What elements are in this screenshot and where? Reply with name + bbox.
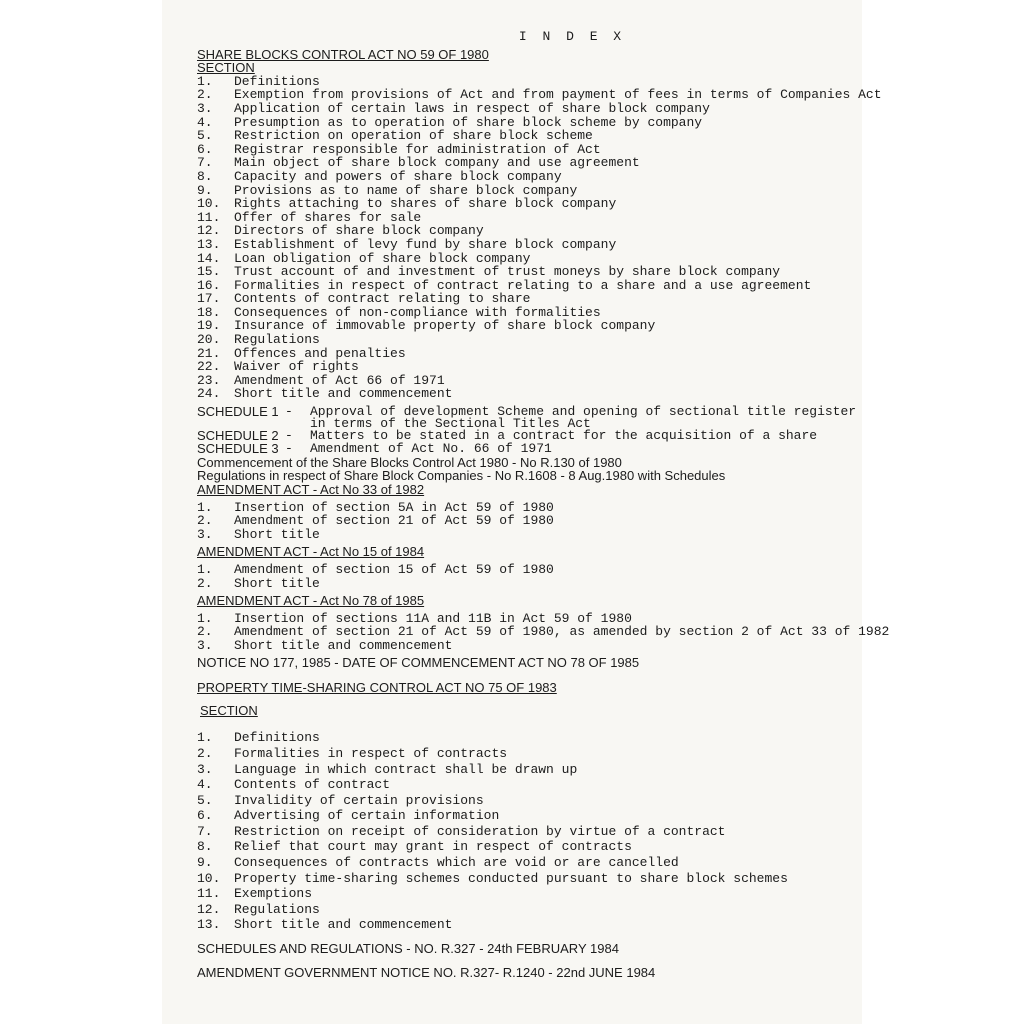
item-title: Exemption from provisions of Act and from payment of fees in terms of Companies Act bbox=[234, 87, 882, 103]
item-number: 14. bbox=[197, 250, 221, 266]
list-item bbox=[197, 306, 857, 320]
item-title: Loan obligation of share block company bbox=[234, 250, 531, 266]
list-item bbox=[197, 211, 857, 225]
item-number: 2. bbox=[197, 513, 213, 529]
item-title: Main object of share block company and use agreement bbox=[234, 155, 640, 171]
item-title: Application of certain laws in respect of share block company bbox=[234, 100, 710, 116]
item-number: 10. bbox=[197, 196, 221, 212]
item-title: Definitions bbox=[234, 73, 320, 89]
list-item bbox=[197, 501, 857, 515]
list-item bbox=[197, 102, 857, 116]
item-title: Short title and commencement bbox=[234, 637, 453, 653]
list-item bbox=[197, 577, 857, 591]
list-item bbox=[197, 238, 857, 252]
item-number: 11. bbox=[197, 209, 221, 225]
item-number: 5. bbox=[197, 792, 213, 808]
item-title: Definitions bbox=[234, 730, 320, 746]
amend2-section-list bbox=[197, 563, 857, 590]
section-label: SECTION bbox=[200, 702, 258, 718]
list-item bbox=[197, 170, 857, 184]
item-title: Language in which contract shall be drawn up bbox=[234, 761, 578, 777]
schedule-row bbox=[197, 429, 857, 443]
item-number: 4. bbox=[197, 114, 213, 130]
item-number: 7. bbox=[197, 155, 213, 171]
index-content bbox=[197, 29, 890, 980]
item-title: Advertising of certain information bbox=[234, 808, 500, 824]
list-item bbox=[197, 224, 857, 238]
item-number: 2. bbox=[197, 87, 213, 103]
item-number: 1. bbox=[197, 610, 213, 626]
commencement-line: Commencement of the Share Blocks Control Act 1980 - No R.130 of 1980 bbox=[197, 454, 622, 470]
item-number: 8. bbox=[197, 168, 213, 184]
list-item bbox=[197, 279, 857, 293]
act-heading-share-blocks: SHARE BLOCKS CONTROL ACT NO 59 OF 1980 bbox=[197, 46, 489, 62]
item-number: 4. bbox=[197, 777, 213, 793]
item-title: Trust account of and investment of trust moneys by share block company bbox=[234, 264, 781, 280]
list-item bbox=[197, 156, 857, 170]
item-number: 12. bbox=[197, 223, 221, 239]
schedule-title: Amendment of Act No. 66 of 1971 bbox=[310, 441, 552, 457]
schedule-label: SCHEDULE 2 bbox=[197, 427, 279, 443]
list-item bbox=[197, 917, 857, 933]
item-title: Consequences of contracts which are void or are cancelled bbox=[234, 855, 679, 871]
regulations-line: Regulations in respect of Share Block Companies - No R.1608 - 8 Aug.1980 with Schedules bbox=[197, 468, 726, 484]
item-title: Insertion of section 5A in Act 59 of 1980 bbox=[234, 499, 554, 515]
list-item bbox=[197, 563, 857, 577]
item-title: Waiver of rights bbox=[234, 359, 359, 375]
item-number: 9. bbox=[197, 182, 213, 198]
item-title: Registrar responsible for administration of Act bbox=[234, 141, 601, 157]
list-item bbox=[197, 184, 857, 198]
list-item bbox=[197, 612, 857, 626]
item-title: Offer of shares for sale bbox=[234, 209, 422, 225]
item-title: Contents of contract relating to share bbox=[234, 291, 531, 307]
item-title: Regulations bbox=[234, 901, 320, 917]
list-item bbox=[197, 143, 857, 157]
item-title: Amendment of section 21 of Act 59 of 1980 bbox=[234, 513, 554, 529]
item-title: Invalidity of certain provisions bbox=[234, 792, 484, 808]
schedule-title: Approval of development Scheme and opening of sectional title register bbox=[310, 404, 857, 420]
item-title: Restriction on receipt of consideration by virtue of a contract bbox=[234, 823, 726, 839]
amendment-heading-1982: AMENDMENT ACT - Act No 33 of 1982 bbox=[197, 482, 425, 497]
schedule-row bbox=[197, 405, 857, 429]
item-number: 6. bbox=[197, 808, 213, 824]
item-number: 2. bbox=[197, 624, 213, 640]
item-title: Establishment of levy fund by share block company bbox=[234, 236, 617, 252]
item-number: 3. bbox=[197, 526, 213, 542]
item-number: 15. bbox=[197, 264, 221, 280]
item-title: Short title and commencement bbox=[234, 917, 453, 933]
act2-section-list bbox=[197, 730, 857, 933]
item-number: 21. bbox=[197, 345, 221, 361]
schedule-label: SCHEDULE 3 bbox=[197, 441, 279, 457]
item-number: 1. bbox=[197, 73, 213, 89]
item-number: 13. bbox=[197, 236, 221, 252]
list-item bbox=[197, 624, 890, 640]
list-item bbox=[197, 347, 857, 361]
item-title: Amendment of section 15 of Act 59 of 1980 bbox=[234, 561, 554, 577]
amendment-heading-1985: AMENDMENT ACT - Act No 78 of 1985 bbox=[197, 593, 425, 609]
item-title: Capacity and powers of share block company bbox=[234, 168, 562, 184]
item-number: 3. bbox=[197, 100, 213, 116]
list-item bbox=[197, 824, 857, 840]
item-number: 2. bbox=[197, 745, 213, 761]
list-item bbox=[197, 116, 857, 130]
item-number: 23. bbox=[197, 372, 221, 388]
schedules-regulations-line: SCHEDULES AND REGULATIONS - NO. R.327 - 24th FEBRUARY 1984 bbox=[197, 941, 619, 957]
list-item bbox=[197, 75, 857, 89]
item-number: 3. bbox=[197, 637, 213, 653]
schedule-dash: - bbox=[285, 441, 293, 457]
list-item bbox=[197, 762, 857, 778]
list-item bbox=[197, 808, 857, 824]
act1-schedules bbox=[197, 405, 857, 456]
item-number: 10. bbox=[197, 870, 221, 886]
item-title: Directors of share block company bbox=[234, 223, 484, 239]
item-title: Short title bbox=[234, 575, 320, 591]
act1-section-list bbox=[197, 73, 882, 402]
amend1-section-list bbox=[197, 501, 857, 542]
item-title: Provisions as to name of share block company bbox=[234, 182, 578, 198]
item-number: 19. bbox=[197, 318, 221, 334]
item-number: 8. bbox=[197, 839, 213, 855]
item-title: Amendment of Act 66 of 1971 bbox=[234, 372, 445, 388]
schedule-title: Matters to be stated in a contract for the acquisition of a share bbox=[310, 427, 818, 443]
list-item bbox=[197, 793, 857, 809]
list-item bbox=[197, 855, 857, 871]
schedule-row bbox=[197, 442, 857, 456]
list-item bbox=[197, 197, 857, 211]
item-title: Insurance of immovable property of share block company bbox=[234, 318, 656, 334]
item-number: 2. bbox=[197, 575, 213, 591]
list-item bbox=[197, 87, 882, 103]
list-item bbox=[197, 292, 857, 306]
list-item bbox=[197, 360, 857, 374]
item-number: 17. bbox=[197, 291, 221, 307]
schedule-title-continued: in terms of the Sectional Titles Act bbox=[310, 415, 591, 431]
item-number: 9. bbox=[197, 855, 213, 871]
list-item bbox=[197, 746, 857, 762]
item-number: 13. bbox=[197, 917, 221, 933]
list-item bbox=[197, 777, 857, 793]
item-title: Formalities in respect of contract relating to a share and a use agreement bbox=[234, 277, 812, 293]
section-label: SECTION bbox=[197, 60, 255, 76]
schedule-dash: - bbox=[285, 427, 293, 443]
list-item bbox=[197, 886, 857, 902]
item-number: 6. bbox=[197, 141, 213, 157]
item-title: Amendment of section 21 of Act 59 of 1980, as amended by section 2 of Act 33 of 1982 bbox=[234, 624, 890, 640]
item-title: Restriction on operation of share block scheme bbox=[234, 128, 593, 144]
list-item bbox=[197, 839, 857, 855]
list-item bbox=[197, 871, 857, 887]
item-number: 18. bbox=[197, 304, 221, 320]
item-number: 12. bbox=[197, 901, 221, 917]
item-title: Contents of contract bbox=[234, 777, 391, 793]
item-title: Formalities in respect of contracts bbox=[234, 745, 508, 761]
item-title: Offences and penalties bbox=[234, 345, 406, 361]
item-number: 24. bbox=[197, 386, 221, 402]
item-title: Exemptions bbox=[234, 886, 313, 902]
item-number: 16. bbox=[197, 277, 221, 293]
list-item bbox=[197, 129, 857, 143]
list-item bbox=[197, 902, 857, 918]
schedule-dash: - bbox=[285, 404, 293, 420]
list-item bbox=[197, 374, 857, 388]
list-item bbox=[197, 514, 857, 528]
list-item bbox=[197, 319, 857, 333]
amend3-section-list bbox=[197, 610, 890, 653]
amendment-notice-line: AMENDMENT GOVERNMENT NOTICE NO. R.327- R.1240 - 22nd JUNE 1984 bbox=[197, 964, 656, 980]
item-number: 22. bbox=[197, 359, 221, 375]
list-item bbox=[197, 252, 857, 266]
item-title: Short title and commencement bbox=[234, 386, 453, 402]
list-item bbox=[197, 730, 857, 746]
item-title: Rights attaching to shares of share block company bbox=[234, 196, 617, 212]
list-item bbox=[197, 333, 857, 347]
notice-line: NOTICE NO 177, 1985 - DATE OF COMMENCEMENT ACT NO 78 OF 1985 bbox=[197, 654, 640, 670]
list-item bbox=[197, 265, 857, 279]
amendment-heading-1984: AMENDMENT ACT - Act No 15 of 1984 bbox=[197, 544, 425, 560]
item-number: 1. bbox=[197, 499, 213, 515]
item-number: 1. bbox=[197, 730, 213, 746]
item-title: Regulations bbox=[234, 332, 320, 348]
item-title: Presumption as to operation of share block scheme by company bbox=[234, 114, 703, 130]
act-heading-time-sharing: PROPERTY TIME-SHARING CONTROL ACT NO 75 OF 1983 bbox=[197, 680, 557, 696]
item-title: Consequences of non-compliance with formalities bbox=[234, 304, 601, 320]
list-item bbox=[197, 639, 857, 653]
item-title: Short title bbox=[234, 526, 320, 542]
item-title: Property time-sharing schemes conducted pursuant to share block schemes bbox=[234, 870, 788, 886]
list-item bbox=[197, 528, 857, 542]
item-number: 1. bbox=[197, 561, 213, 577]
item-number: 7. bbox=[197, 823, 213, 839]
schedule-label: SCHEDULE 1 bbox=[197, 404, 279, 420]
item-number: 5. bbox=[197, 128, 213, 144]
index-title: I N D E X bbox=[518, 29, 626, 44]
item-number: 20. bbox=[197, 332, 221, 348]
item-title: Relief that court may grant in respect of contracts bbox=[234, 839, 632, 855]
item-number: 3. bbox=[197, 761, 213, 777]
list-item bbox=[197, 387, 857, 401]
item-title: Insertion of sections 11A and 11B in Act 59 of 1980 bbox=[234, 610, 632, 626]
item-number: 11. bbox=[197, 886, 221, 902]
